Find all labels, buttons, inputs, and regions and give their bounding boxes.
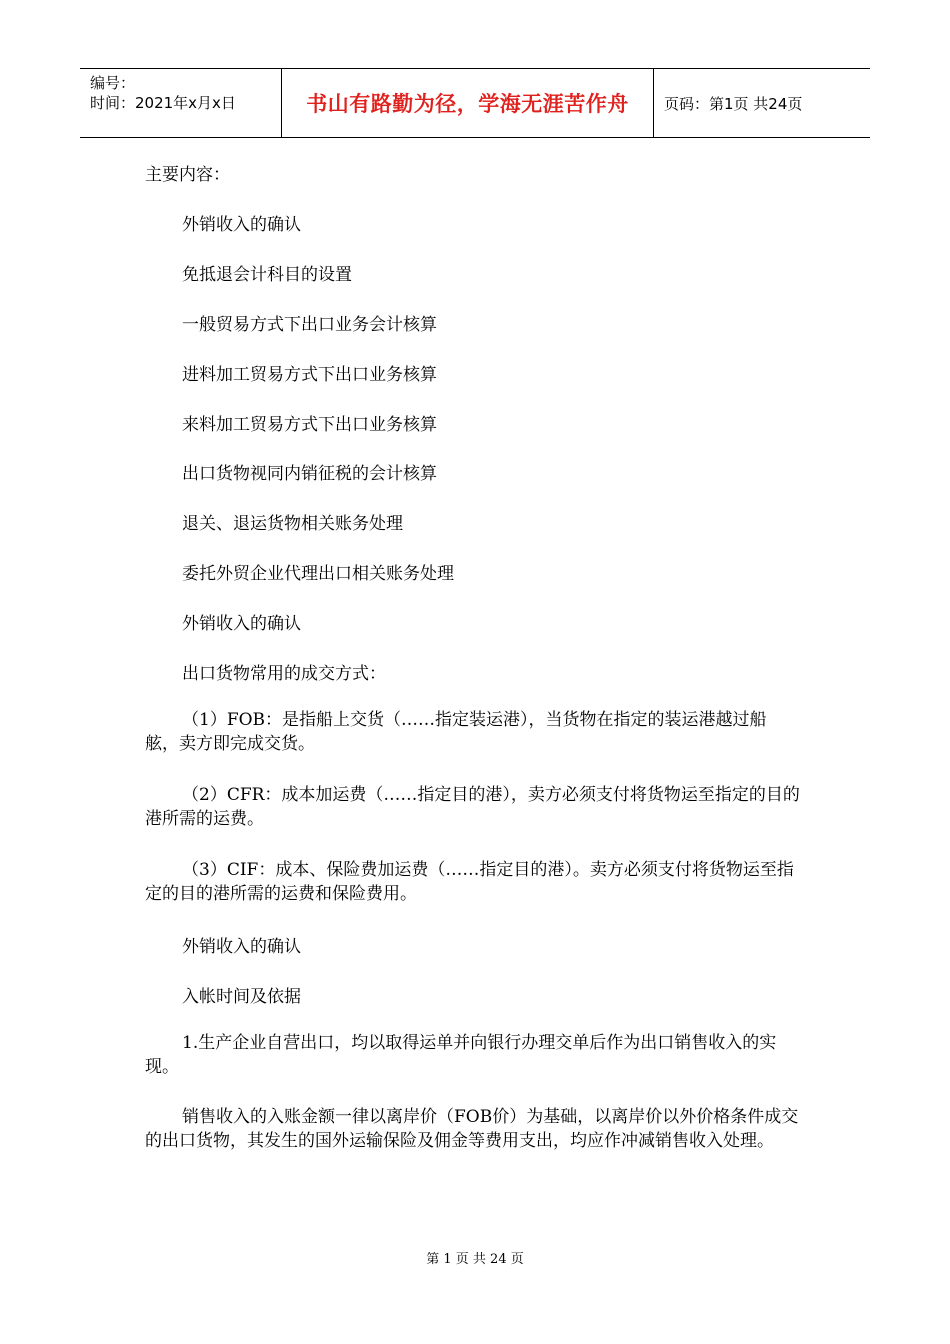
toc-item: 一般贸易方式下出口业务会计核算 [182,315,437,335]
page-footer: 第 1 页 共 24 页 [426,1252,524,1267]
section-title: 外销收入的确认 [182,614,301,634]
item-2-paragraph: 销售收入的入账金额一律以离岸价（FOB价）为基础，以离岸价以外价格条件成交的出口货物，其发生的国外运输保险及佣金等费用支出，均应作冲减销售收入处理。 [145,1107,799,1151]
intro-heading: 主要内容： [145,165,230,185]
term-fob-paragraph: （1）FOB：是指船上交货（……指定装运港），当货物在指定的装运港越过船舷，卖方即完成交货。 [145,710,767,754]
toc-item: 出口货物视同内销征税的会计核算 [182,464,437,484]
toc-item: 退关、退运货物相关账务处理 [182,514,403,534]
header-meta [80,69,281,137]
toc-item: 外销收入的确认 [182,215,301,235]
number-label: 编号： [90,74,136,92]
time-label: 时间：2021年x月x日 [90,94,236,112]
header-motto: 书山有路勤为径，学海无涯苦作舟 [281,69,654,137]
header-page-code: 页码：第1页 共24页 [664,94,803,113]
entry-title: 入帐时间及依据 [182,987,301,1007]
term-cif-paragraph: （3）CIF：成本、保险费加运费（……指定目的港）。卖方必须支付将货物运至指定的目的港所需的运费和保险费用。 [145,860,794,904]
section-title: 外销收入的确认 [182,937,301,957]
toc-item: 委托外贸企业代理出口相关账务处理 [182,564,454,584]
toc-item: 进料加工贸易方式下出口业务核算 [182,365,437,385]
toc-item: 来料加工贸易方式下出口业务核算 [182,415,437,435]
toc-item: 免抵退会计科目的设置 [182,265,352,285]
document-header [80,68,870,138]
item-1-paragraph: 1.生产企业自营出口，均以取得运单并向银行办理交单后作为出口销售收入的实现。 [145,1033,777,1077]
trade-terms-title: 出口货物常用的成交方式： [182,664,386,684]
term-cfr-paragraph: （2）CFR：成本加运费（……指定目的港），卖方必须支付将货物运至指定的目的港所需的运费。 [145,785,800,829]
